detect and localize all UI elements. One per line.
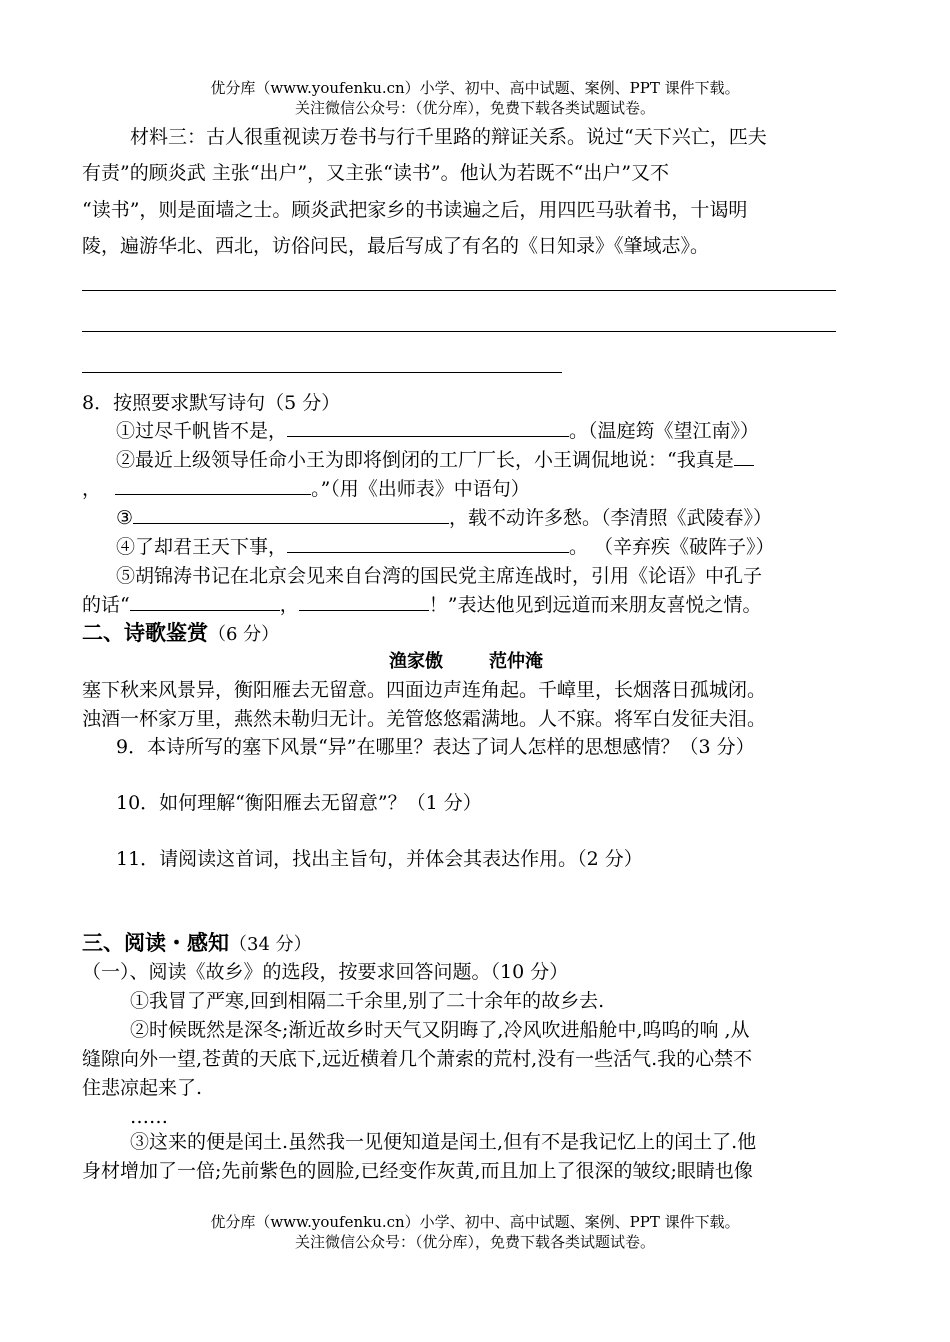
passage-para-3-line-2: 身材增加了一倍;先前紫色的圆脸,已经变作灰黄,而且加上了很深的皱纹;眼睛也像 [82,1160,753,1182]
material3-line-3: “读书”，则是面墙之士。顾炎武把家乡的书读遍之后，用四匹马驮着书，十谒明 [82,199,748,221]
header-line-1: 优分库（www.youfenku.cn）小学、初中、高中试题、案例、PPT 课件下载。 [210,79,740,97]
section2-title: 二、诗歌鉴赏 [82,621,208,645]
q8-item-4 [116,534,775,560]
material3-line-1: 材料三：古人很重视读万卷书与行千里路的辩证关系。说过“天下兴亡，匹夫 [130,126,767,148]
question-10: 10．如何理解“衡阳雁去无留意”？（1 分） [116,792,482,814]
q8-title: 8．按照要求默写诗句（5 分） [82,392,341,414]
question-11: 11．请阅读这首词，找出主旨句，并体会其表达作用。（2 分） [116,848,643,870]
passage-para-2-line-1: ②时候既然是深冬;渐近故乡时天气又阴晦了,冷风吹进船舱中,呜呜的响 ,从 [130,1019,750,1041]
q8-item-2-comma: ， [82,478,102,500]
answer-line-3[interactable] [82,372,562,373]
answer-line-2[interactable] [82,331,836,332]
q8-item-5-prefix: 的话“ [82,594,130,616]
footer-line-2: 关注微信公众号：（优分库），免费下载各类试题试卷。 [294,1233,655,1251]
question-9: 9．本诗所写的塞下风景“异”在哪里？表达了词人怎样的思想感情？（3 分） [116,736,755,758]
q8-blank-3[interactable] [133,505,449,524]
section3-points: （34 分） [229,934,312,955]
q8-item-5-line-1: ⑤胡锦涛书记在北京会见来自台湾的国民党主席连战时，引用《论语》中孔子 [116,565,763,587]
q8-item-3 [116,505,772,531]
q8-item-2-suffix: 。”（用《出师表》中语句） [311,478,530,500]
answer-line-1[interactable] [82,290,836,291]
q8-item-2-line-2 [82,476,530,502]
section3-title: 三、阅读・感知 [82,931,229,955]
q8-item-5-comma: ， [279,594,299,616]
q8-item-4-suffix: 。 （辛弃疾《破阵子》） [569,536,775,558]
q8-item-5-suffix: ！”表达他见到远道而来朋友喜悦之情。 [428,594,762,616]
material3-line-4: 陵，遍游华北、西北，访俗问民，最后写成了有名的《日知录》《肇域志》。 [82,235,710,257]
header-line-2: 关注微信公众号：（优分库），免费下载各类试题试卷。 [294,99,655,117]
passage-para-3-line-1: ③这来的便是闰土.虽然我一见便知道是闰土,但有不是我记忆上的闰土了.他 [130,1131,757,1153]
poem-line-2: 浊酒一杯家万里，燕然未勒归无计。羌管悠悠霜满地。人不寐。将军白发征夫泪。 [82,708,767,730]
section3-part1-instruction: （一）、阅读《故乡》的选段，按要求回答问题。（10 分） [82,961,569,983]
footer-line-1: 优分库（www.youfenku.cn）小学、初中、高中试题、案例、PPT 课件下载。 [210,1213,740,1231]
q8-item-1 [116,418,759,444]
q8-blank-5b[interactable] [299,592,429,611]
material3-line-2: 有责”的顾炎武 主张“出户”，又主张“读书”。他认为若既不“出户”又不 [82,162,670,184]
section2-points: （6 分） [208,624,280,645]
section2-heading [82,620,279,648]
q8-item-3-prefix: ③ [116,507,134,529]
q8-blank-2a[interactable] [734,447,754,466]
poem-author: 范仲淹 [489,651,544,672]
passage-para-2-line-3: 住悲凉起来了. [82,1077,203,1099]
passage-para-2-line-2: 缝隙向外一望,苍黄的天底下,远近横着几个萧索的荒村,没有一些活气.我的心禁不 [82,1048,753,1070]
q8-item-4-prefix: ④了却君王天下事， [116,536,288,558]
q8-blank-2b[interactable] [115,476,311,495]
q8-blank-4[interactable] [287,534,569,553]
q8-item-3-suffix: ，载不动许多愁。（李清照《武陵春》） [449,507,773,529]
poem-line-1: 塞下秋来风景异，衡阳雁去无留意。四面边声连角起。千嶂里，长烟落日孤城闭。 [82,679,767,701]
poem-title: 渔家傲 [389,651,443,672]
section3-heading [82,930,312,958]
q8-item-5-line-2 [82,592,761,618]
poem-title-line [389,648,543,675]
q8-item-1-suffix: 。（温庭筠《望江南》） [569,420,760,442]
q8-item-1-prefix: ①过尽千帆皆不是， [116,420,288,442]
q8-item-2-line-1 [116,447,754,473]
q8-item-2-text: ②最近上级领导任命小王为即将倒闭的工厂厂长，小王调侃地说：“我真是 [116,449,734,471]
q8-blank-5a[interactable] [130,592,280,611]
q8-blank-1[interactable] [287,418,569,437]
passage-ellipsis: …… [130,1106,168,1128]
passage-para-1: ①我冒了严寒,回到相隔二千余里,别了二十余年的故乡去. [130,990,605,1012]
